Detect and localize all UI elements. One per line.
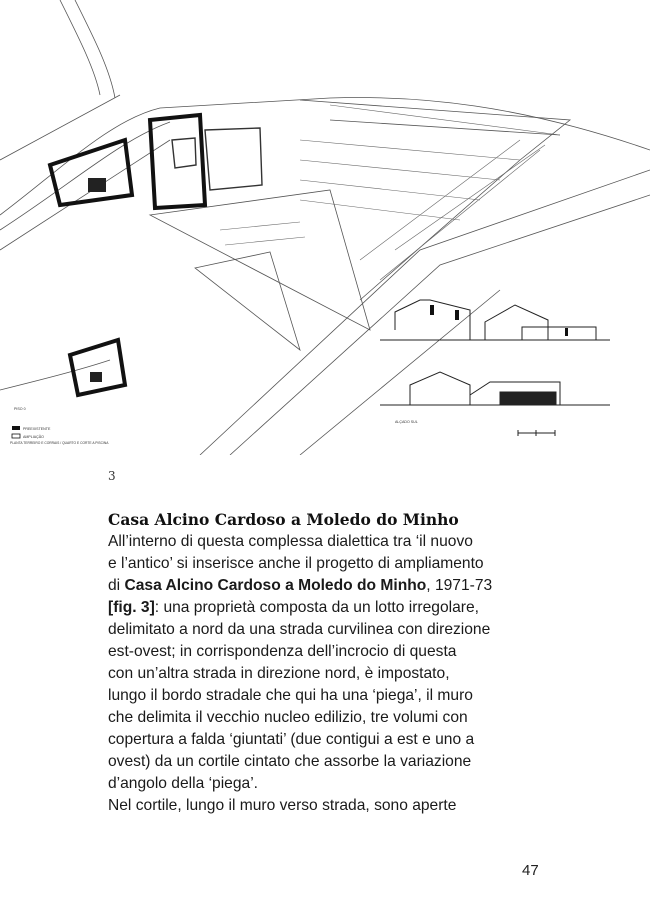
figure-number: 3: [108, 469, 116, 483]
text-line: lungo il bordo stradale che qui ha una ‘piega’, il muro: [108, 687, 473, 704]
text-line: che delimita il vecchio nucleo edilizio, tre volumi con: [108, 709, 468, 726]
plan-label: PISO 0: [14, 407, 26, 411]
text-line: di Casa Alcino Cardoso a Moledo do Minho, 1971-73: [108, 577, 493, 594]
section-label: ALÇADO SUL: [395, 420, 418, 424]
site-plan-figure: [0, 0, 650, 455]
legend-existing: PREEXISTENTE: [23, 427, 51, 431]
text-line: d’angolo della ‘piega’.: [108, 775, 258, 792]
text-line: e l’antico’ si inserisce anche il progetto di ampliamento: [108, 555, 484, 572]
figure-caption-line: PLANTA TERREIRO E CORRAIS / QUARTO E CORTE A PISCINA: [10, 441, 109, 445]
section-heading: Casa Alcino Cardoso a Moledo do Minho: [108, 510, 459, 529]
project-name: Casa Alcino Cardoso a Moledo do Minho: [124, 577, 427, 594]
body-paragraph: [108, 531, 548, 817]
text-line: ovest) da un cortile cintato che assorbe la variazione: [108, 753, 472, 770]
text-line: copertura a falda ‘giuntati’ (due contigui a est e uno a: [108, 731, 475, 748]
text-line: All’interno di questa complessa dialettica tra ‘il nuovo: [108, 533, 473, 550]
page-number: 47: [522, 862, 539, 879]
text-line: [fig. 3]: una proprietà composta da un lotto irregolare,: [108, 599, 479, 616]
text-line: est-ovest; in corrispondenza dell’incrocio di questa: [108, 643, 457, 660]
legend-extension: AMPLIAÇÃO: [23, 435, 44, 439]
figure-reference: [fig. 3]: [108, 599, 155, 616]
text-line: delimitato a nord da una strada curvilinea con direzione: [108, 621, 491, 638]
text-line: Nel cortile, lungo il muro verso strada, sono aperte: [108, 797, 457, 814]
text-line: con un’altra strada in direzione nord, è impostato,: [108, 665, 450, 682]
